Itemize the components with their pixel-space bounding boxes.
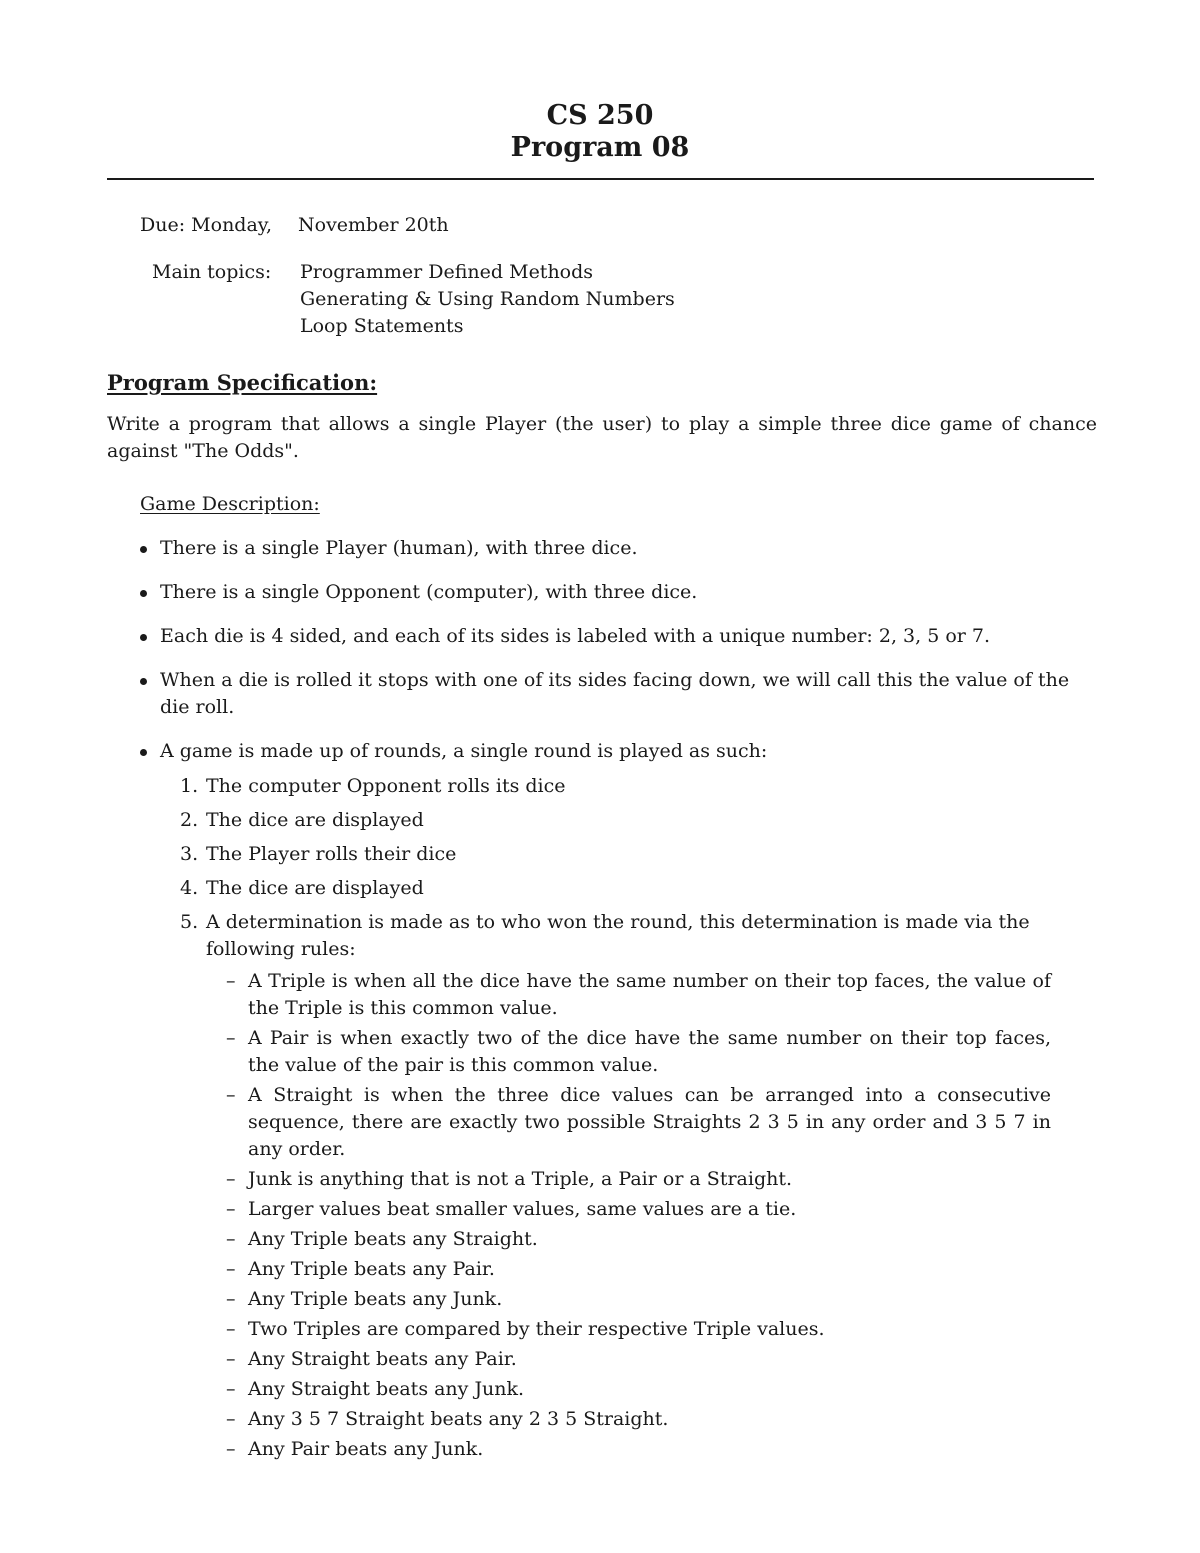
due-line [140,212,449,239]
step-number: 5. [180,911,199,933]
round-steps [160,773,1095,1463]
bullet-text: A game is made up of rounds, a single round is played as such: [160,740,768,762]
rule-text: A Triple is when all the dice have the same number on their top faces, the value of the Triple is this common value. [248,970,1051,1019]
spec-paragraph: Write a program that allows a single Player (the user) to play a simple three dice game of chance against "The Odds". [107,413,1097,462]
rule-item [206,1025,1051,1079]
bullet-item [140,535,1095,562]
rule-text: Any Triple beats any Junk. [248,1288,503,1310]
rule-item [206,1256,1051,1283]
rule-text: A Straight is when the three dice values can be arranged into a consecutive sequence, there are exactly two possible Straights 2 3 5 in any order and 3 5 7 in any order. [248,1084,1051,1160]
dash-icon: – [226,1027,236,1049]
topic-item: Generating & Using Random Numbers [300,288,675,310]
rule-item [206,1286,1051,1313]
step-text: The computer Opponent rolls its dice [206,775,566,797]
rule-text: Any Pair beats any Junk. [248,1438,484,1460]
bullet-icon [140,546,147,553]
due-label-group [140,212,298,239]
step-number: 3. [180,843,199,865]
dash-icon: – [226,970,236,992]
bullet-item [140,667,1095,721]
bullet-icon [140,634,147,641]
title-rule [107,178,1094,180]
bullet-item [140,738,1095,1463]
bullet-item [140,579,1095,606]
dash-icon: – [226,1408,236,1430]
step-item [160,807,1095,834]
rule-text: Larger values beat smaller values, same values are a tie. [248,1198,797,1220]
step-item [160,909,1095,1463]
rule-item [206,1406,1051,1433]
step-number: 1. [180,775,199,797]
due-day: Monday, [191,214,273,236]
dash-icon: – [226,1348,236,1370]
rule-text: Junk is anything that is not a Triple, a Pair or a Straight. [248,1168,793,1190]
bullet-icon [140,590,147,597]
topics-label: Main topics: [152,261,272,283]
dash-icon: – [226,1438,236,1460]
bullet-text: Each die is 4 sided, and each of its sides is labeled with a unique number: 2, 3, 5 or 7. [160,625,991,647]
rule-text: Any Straight beats any Pair. [248,1348,517,1370]
dash-icon: – [226,1198,236,1220]
game-description-heading: Game Description: [140,493,320,515]
dash-icon: – [226,1168,236,1190]
step-item [160,773,1095,800]
rule-item [206,1166,1051,1193]
rule-text: A Pair is when exactly two of the dice have the same number on their top faces, the value of the pair is this common value. [248,1027,1051,1076]
rule-item [206,1226,1051,1253]
dash-icon: – [226,1228,236,1250]
dash-icon: – [226,1258,236,1280]
bullet-item [140,623,1095,650]
rules-list [206,968,1095,1463]
title-block [0,100,1200,164]
dash-icon: – [226,1084,236,1106]
due-label: Due: [140,214,186,236]
step-number: 2. [180,809,199,831]
rule-item [206,1082,1051,1163]
step-number: 4. [180,877,199,899]
step-text: The dice are displayed [206,809,424,831]
rule-text: Two Triples are compared by their respective Triple values. [248,1318,825,1340]
step-text: The dice are displayed [206,877,424,899]
game-bullets [140,535,1095,1480]
rule-item [206,1196,1051,1223]
rule-text: Any 3 5 7 Straight beats any 2 3 5 Straight. [248,1408,669,1430]
course-title: CS 250 [546,100,654,131]
step-item [160,841,1095,868]
rule-item [206,968,1051,1022]
rule-item [206,1436,1051,1463]
step-item [160,875,1095,902]
dash-icon: – [226,1288,236,1310]
topic-item: Programmer Defined Methods [300,261,594,283]
rule-text: Any Triple beats any Straight. [248,1228,538,1250]
due-date: November 20th [298,214,449,236]
bullet-text: There is a single Opponent (computer), with three dice. [160,581,698,603]
topics-list [300,259,900,340]
bullet-icon [140,678,147,685]
step-text: The Player rolls their dice [206,843,457,865]
spec-heading: Program Specification: [107,370,378,395]
dash-icon: – [226,1378,236,1400]
rule-item [206,1346,1051,1373]
bullet-text: There is a single Player (human), with three dice. [160,537,638,559]
assignment-title: Program 08 [510,132,690,163]
dash-icon: – [226,1318,236,1340]
rule-item [206,1316,1051,1343]
step-text: A determination is made as to who won the round, this determination is made via the following rules: [206,911,1030,960]
rule-text: Any Triple beats any Pair. [248,1258,495,1280]
topic-item: Loop Statements [300,315,464,337]
rule-item [206,1376,1051,1403]
bullet-text: When a die is rolled it stops with one of its sides facing down, we will call this the value of the die roll. [160,669,1070,718]
bullet-icon [140,749,147,756]
rule-text: Any Straight beats any Junk. [248,1378,525,1400]
